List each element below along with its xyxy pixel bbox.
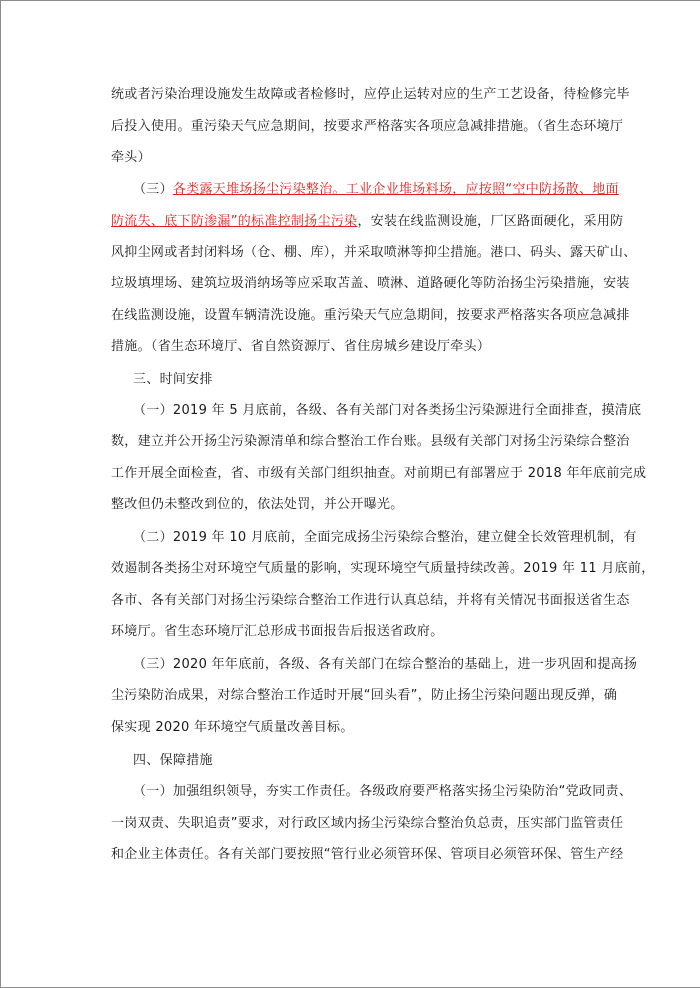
paragraph-line: 保实现 2020 年环境空气质量改善目标。 <box>111 720 354 735</box>
paragraph-line: 牵头） <box>111 150 151 165</box>
paragraph-line: 和企业主体责任。各有关部门要按照“管行业必须管环保、管项目必须管环保、管生产经 <box>111 847 624 862</box>
paragraph-line: 效遏制各类扬尘对环境空气质量的影响，实现环境空气质量持续改善。2019 年 11 月底前， <box>111 561 655 576</box>
paragraph-line: 一岗双责、失职追责”要求，对行政区域内扬尘污染综合整治负总责，压实部门监管责任 <box>111 816 624 831</box>
paragraph-line: （二）2019 年 10 月底前，全面完成扬尘污染综合整治，建立健全长效管理机制，有 <box>133 530 637 545</box>
paragraph-line: 措施。（省生态环境厅、省自然资源厅、省住房城乡建设厅牵头） <box>111 339 491 354</box>
paragraph-line: 风抑尘网或者封闭料场（仓、棚、库），并采取喷淋等抑尘措施。港口、码头、露天矿山、 <box>111 245 637 260</box>
section-heading: 四、保障措施 <box>133 753 213 768</box>
paragraph-line: 环境厅。省生态环境厅汇总形成书面报告后报送省政府。 <box>111 624 444 639</box>
paragraph-line: （一）加强组织领导，夯实工作责任。各级政府要严格落实扬尘污染防治“党政同责、 <box>133 784 633 799</box>
paragraph-line: 垃圾填埋场、建筑垃圾消纳场等应采取苫盖、喷淋、道路硬化等防治扬尘污染措施，安装 <box>111 276 630 291</box>
paragraph-text: ，安装在线监测设施，厂区路面硬化，采用防 <box>357 214 624 229</box>
item-prefix: （三） <box>133 182 173 197</box>
paragraph-line-highlighted <box>133 181 619 199</box>
paragraph-line: 尘污染防治成果，对综合整治工作适时开展“回头看”，防止扬尘污染问题出现反弹，确 <box>111 688 618 703</box>
paragraph-line: （三）2020 年年底前，各级、各有关部门在综合整治的基础上，进一步巩固和提高扬 <box>133 657 638 672</box>
section-heading: 三、时间安排 <box>133 372 213 387</box>
paragraph-line-highlighted <box>111 213 624 231</box>
paragraph-line: 后投入使用。重污染天气应急期间，按要求严格落实各项应急减排措施。（省生态环境厅 <box>111 119 624 134</box>
paragraph-line: 整改但仍未整改到位的，依法处罚，并公开曝光。 <box>111 497 404 512</box>
paragraph-line: 统或者污染治理设施发生故障或者检修时，应停止运转对应的生产工艺设备，待检修完毕 <box>111 87 630 102</box>
highlighted-text: 防流失、底下防渗漏”的标准控制扬尘污染 <box>111 214 358 229</box>
paragraph-line: （一）2019 年 5 月底前，各级、各有关部门对各类扬尘污染源进行全面排查，摸清底 <box>133 403 642 418</box>
paragraph-line: 各市、各有关部门对扬尘污染综合整治工作进行认真总结，并将有关情况书面报送省生态 <box>111 593 630 608</box>
highlighted-text: 各类露天堆场扬尘污染整治。工业企业堆场料场，应按照“空中防扬散、地面 <box>172 182 619 197</box>
paragraph-line: 在线监测设施，设置车辆清洗设施。重污染天气应急期间，按要求严格落实各项应急减排 <box>111 308 630 323</box>
paragraph-line: 工作开展全面检查，省、市级有关部门组织抽查。对前期已有部署应于 2018 年年底前完成 <box>111 466 647 481</box>
paragraph-line: 数，建立并公开扬尘污染源清单和综合整治工作台账。县级有关部门对扬尘污染综合整治 <box>111 434 630 449</box>
